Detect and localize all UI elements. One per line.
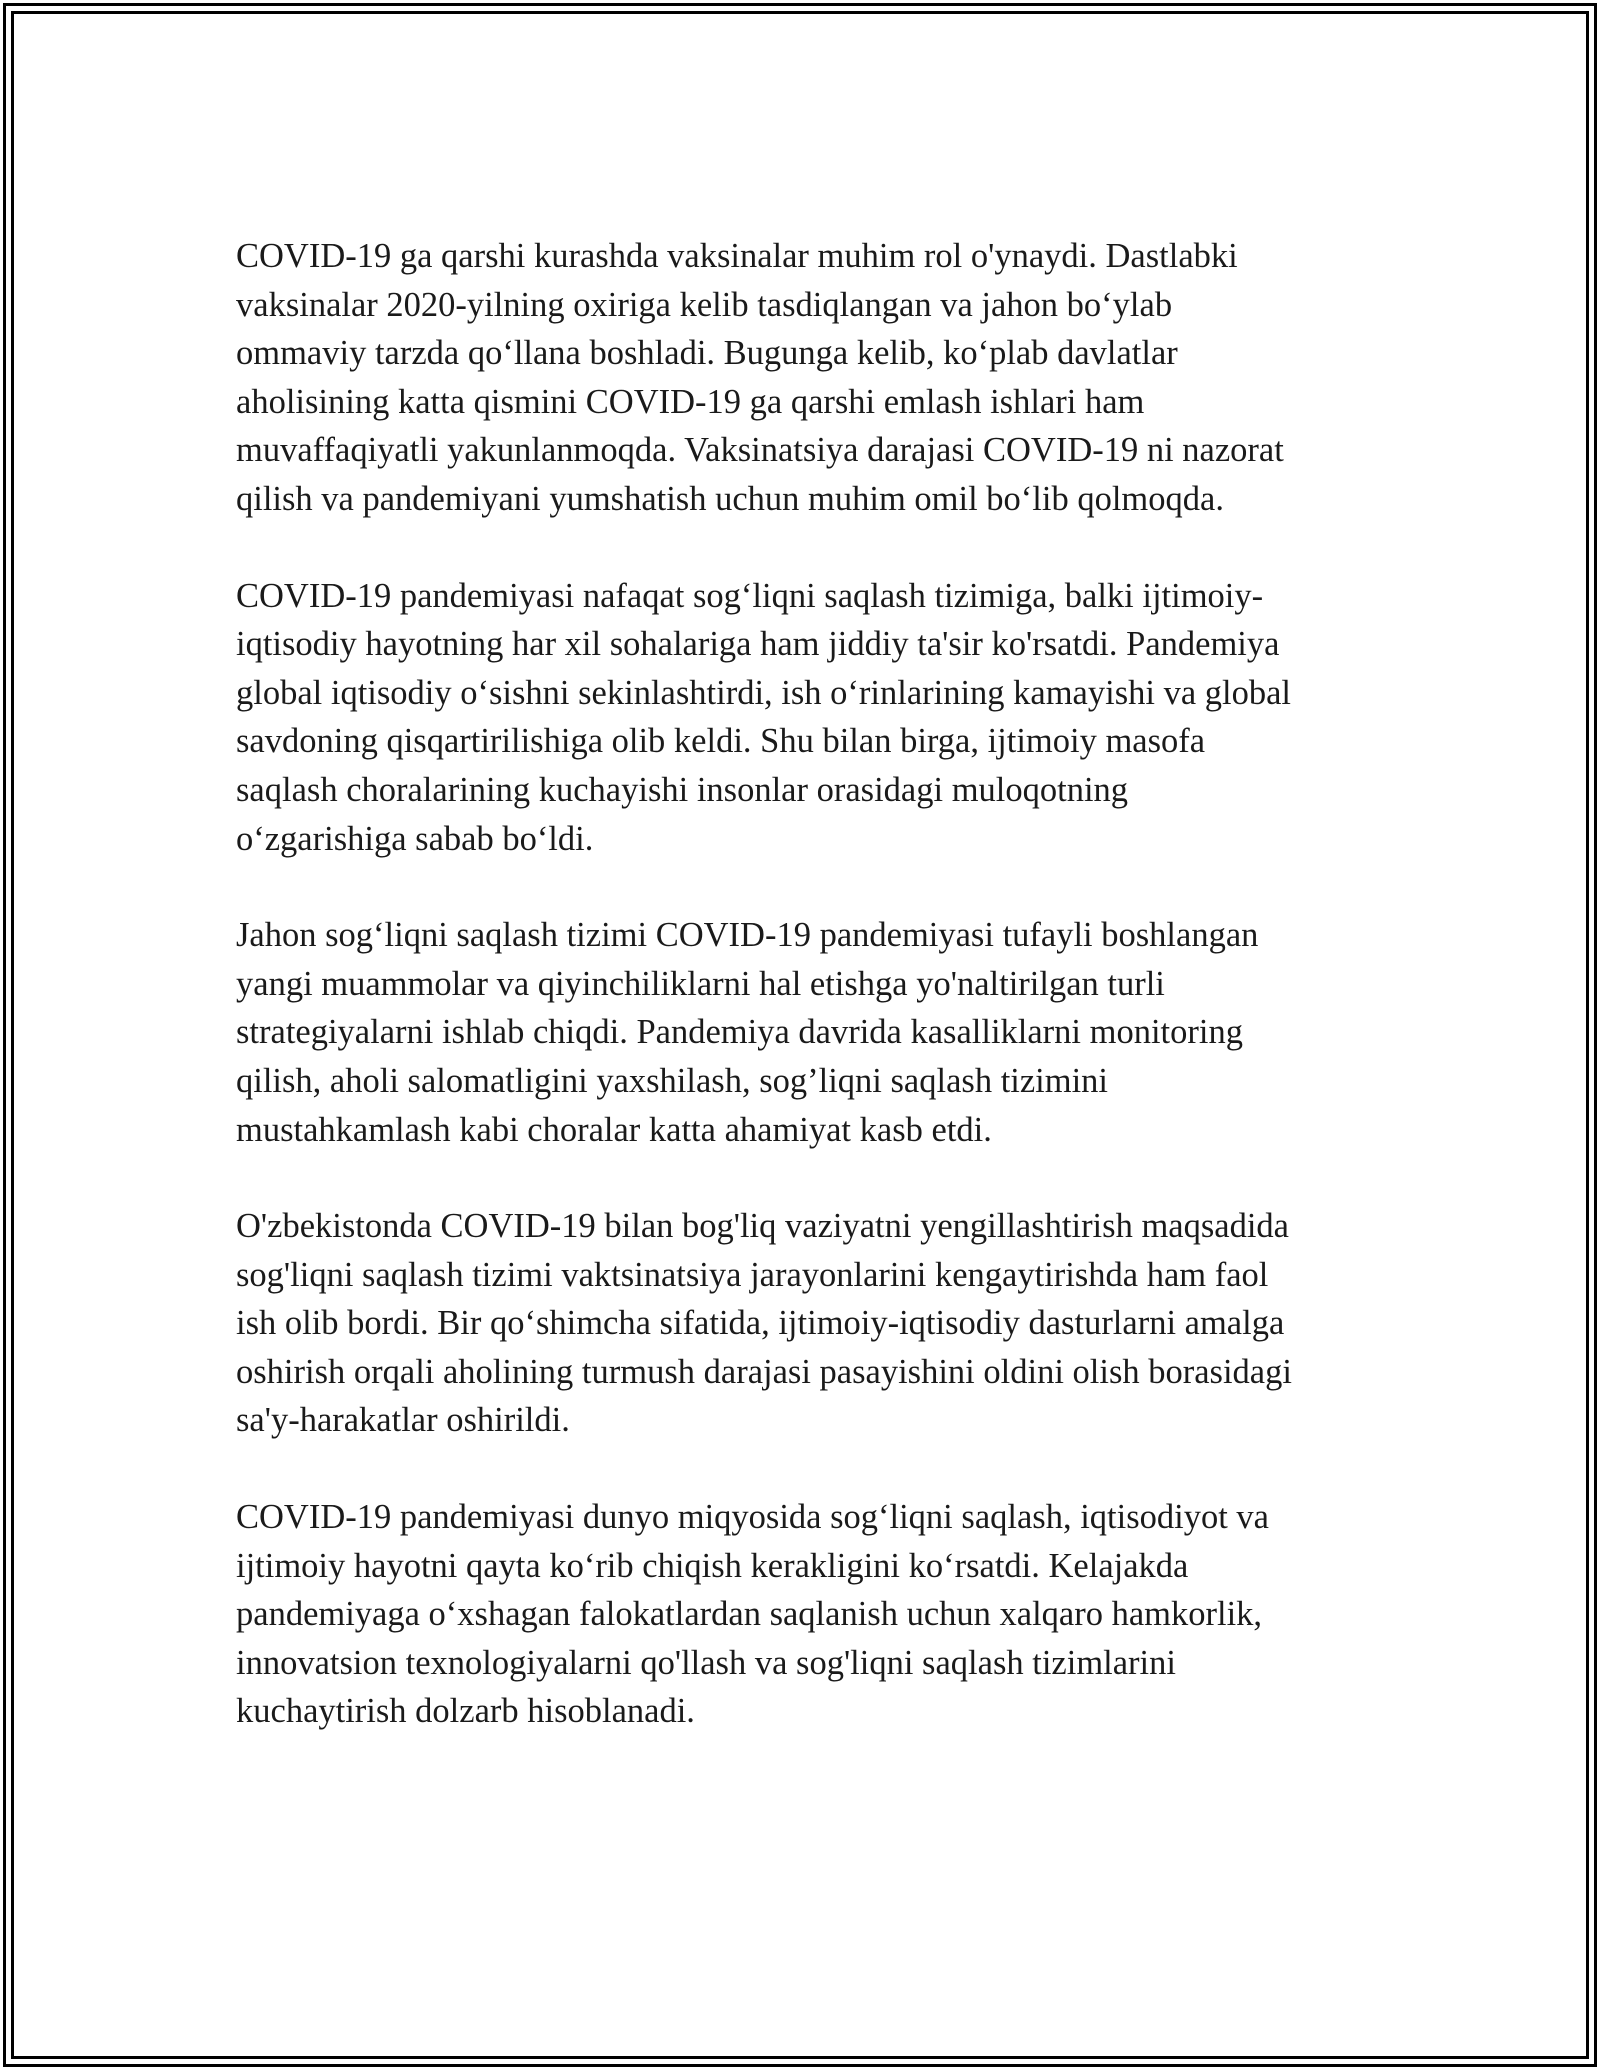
text-line: oshirish orqali aholining turmush darajasi pasayishini oldini olish borasidagi	[236, 1352, 1292, 1391]
text-line: ijtimoiy hayotni qayta ko‘rib chiqish kerakligini ko‘rsatdi. Kelajakda	[236, 1546, 1189, 1585]
text-line: COVID-19 ga qarshi kurashda vaksinalar muhim rol o'ynaydi. Dastlabki	[236, 237, 1238, 275]
text-line: o‘zgarishiga sabab bo‘ldi.	[236, 819, 594, 858]
paragraph-socioeconomic-impact	[236, 572, 1376, 864]
text-line: vaksinalar 2020-yilning oxiriga kelib tasdiqlangan va jahon bo‘ylab	[236, 285, 1173, 324]
text-line: COVID-19 pandemiyasi dunyo miqyosida sog‘liqni saqlash, iqtisodiyot va	[236, 1498, 1269, 1537]
text-line: pandemiyaga o‘xshagan falokatlardan saqlanish uchun xalqaro hamkorlik,	[236, 1595, 1263, 1634]
text-line: savdoning qisqartirilishiga olib keldi. Shu bilan birga, ijtimoiy masofa	[236, 722, 1206, 761]
text-line: COVID-19 pandemiyasi nafaqat sog‘liqni saqlash tizimiga, balki ijtimoiy-	[236, 576, 1264, 615]
text-line: mustahkamlash kabi choralar katta ahamiyat kasb etdi.	[236, 1110, 992, 1149]
text-line: saqlash choralarining kuchayishi insonlar orasidagi muloqotning	[236, 770, 1129, 809]
text-line: sog'liqni saqlash tizimi vaktsinatsiya jarayonlarini kengaytirishda ham faol	[236, 1255, 1269, 1294]
text-line: global iqtisodiy o‘sishni sekinlashtirdi, ish o‘rinlarining kamayishi va global	[236, 673, 1292, 712]
document-body	[236, 232, 1376, 1784]
text-line: sa'y-harakatlar oshirildi.	[236, 1401, 570, 1440]
text-line: ish olib bordi. Bir qo‘shimcha sifatida, ijtimoiy-iqtisodiy dasturlarni amalga	[236, 1304, 1285, 1343]
text-line: ommaviy tarzda qo‘llana boshladi. Bugunga kelib, ko‘plab davlatlar	[236, 334, 1178, 373]
paragraph-uzbekistan-response	[236, 1202, 1376, 1445]
paragraph-vaccines	[236, 232, 1376, 524]
text-line: strategiyalarni ishlab chiqdi. Pandemiya davrida kasalliklarni monitoring	[236, 1013, 1243, 1052]
text-line: yangi muammolar va qiyinchiliklarni hal etishga yo'naltirilgan turli	[236, 964, 1165, 1003]
text-line: aholisining katta qismini COVID-19 ga qarshi emlash ishlari ham	[236, 382, 1145, 421]
text-line: O'zbekistonda COVID-19 bilan bog'liq vaziyatni yengillashtirish maqsadida	[236, 1207, 1289, 1246]
text-line: qilish va pandemiyani yumshatish uchun muhim omil bo‘lib qolmoqda.	[236, 479, 1224, 518]
text-line: iqtisodiy hayotning har xil sohalariga ham jiddiy ta'sir ko'rsatdi. Pandemiya	[236, 625, 1280, 664]
text-line: Jahon sog‘liqni saqlash tizimi COVID-19 pandemiyasi tufayli boshlangan	[236, 916, 1259, 955]
paragraph-conclusion	[236, 1493, 1376, 1736]
text-line: innovatsion texnologiyalarni qo'llash va sog'liqni saqlash tizimlarini	[236, 1643, 1176, 1682]
paragraph-health-system-strategies	[236, 911, 1376, 1154]
text-line: muvaffaqiyatli yakunlanmoqda. Vaksinatsiya darajasi COVID-19 ni nazorat	[236, 431, 1284, 470]
text-line: kuchaytirish dolzarb hisoblanadi.	[236, 1692, 695, 1731]
text-line: qilish, aholi salomatligini yaxshilash, sog’liqni saqlash tizimini	[236, 1061, 1109, 1100]
